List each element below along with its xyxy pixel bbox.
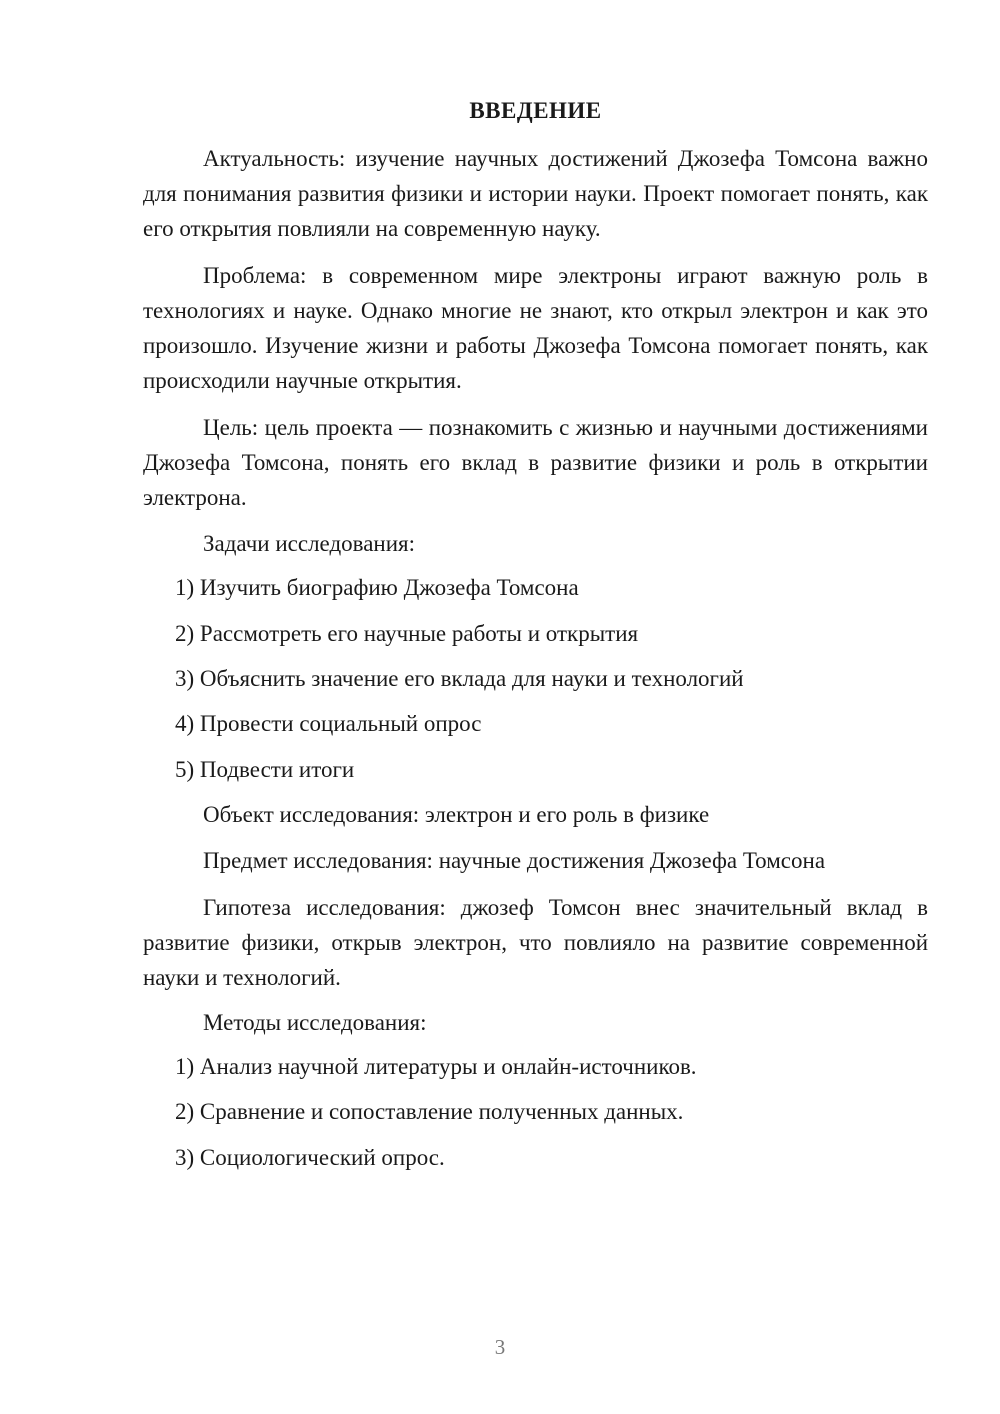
section-title: ВВЕДЕНИЕ [469,98,602,123]
task-item-3: 3) Объяснить значение его вклада для науки и технологий [175,666,744,691]
method-item-3: 3) Социологический опрос. [175,1145,445,1170]
tasks-heading: Задачи исследования: [203,531,416,556]
task-item-4: 4) Провести социальный опрос [175,711,482,736]
method-item-1: 1) Анализ научной литературы и онлайн-источников. [175,1054,697,1079]
method-item-2: 2) Сравнение и сопоставление полученных данных. [175,1099,684,1124]
task-item-1: 1) Изучить биографию Джозефа Томсона [175,575,579,600]
problem-paragraph: Проблема: в современном мире электроны играют важную роль в технологиях и науке. Однако многие не знают, кто открыл электрон и как это произошло. Изучение жизни и работы Джозефа Томсона помогает понять, как происходили научные открытия. [143,263,928,393]
methods-heading: Методы исследования: [203,1010,427,1035]
research-subject: Предмет исследования: научные достижения Джозефа Томсона [203,848,826,873]
hypothesis-paragraph: Гипотеза исследования: джозеф Томсон внес значительный вклад в развитие физики, открыв электрон, что повлияло на развитие современной науки и технологий. [143,895,928,990]
task-item-2: 2) Рассмотреть его научные работы и открытия [175,621,639,646]
research-object: Объект исследования: электрон и его роль в физике [203,802,710,827]
relevance-paragraph: Актуальность: изучение научных достижений Джозефа Томсона важно для понимания развития физики и истории науки. Проект помогает понять, как его открытия повлияли на современную науку. [143,146,928,241]
page-number: 3 [494,1335,506,1359]
goal-paragraph: Цель: цель проекта — познакомить с жизнью и научными достижениями Джозефа Томсона, понять его вклад в развитие физики и роль в открытии электрона. [143,415,928,510]
document-page [143,0,928,1414]
task-item-5: 5) Подвести итоги [175,757,355,782]
